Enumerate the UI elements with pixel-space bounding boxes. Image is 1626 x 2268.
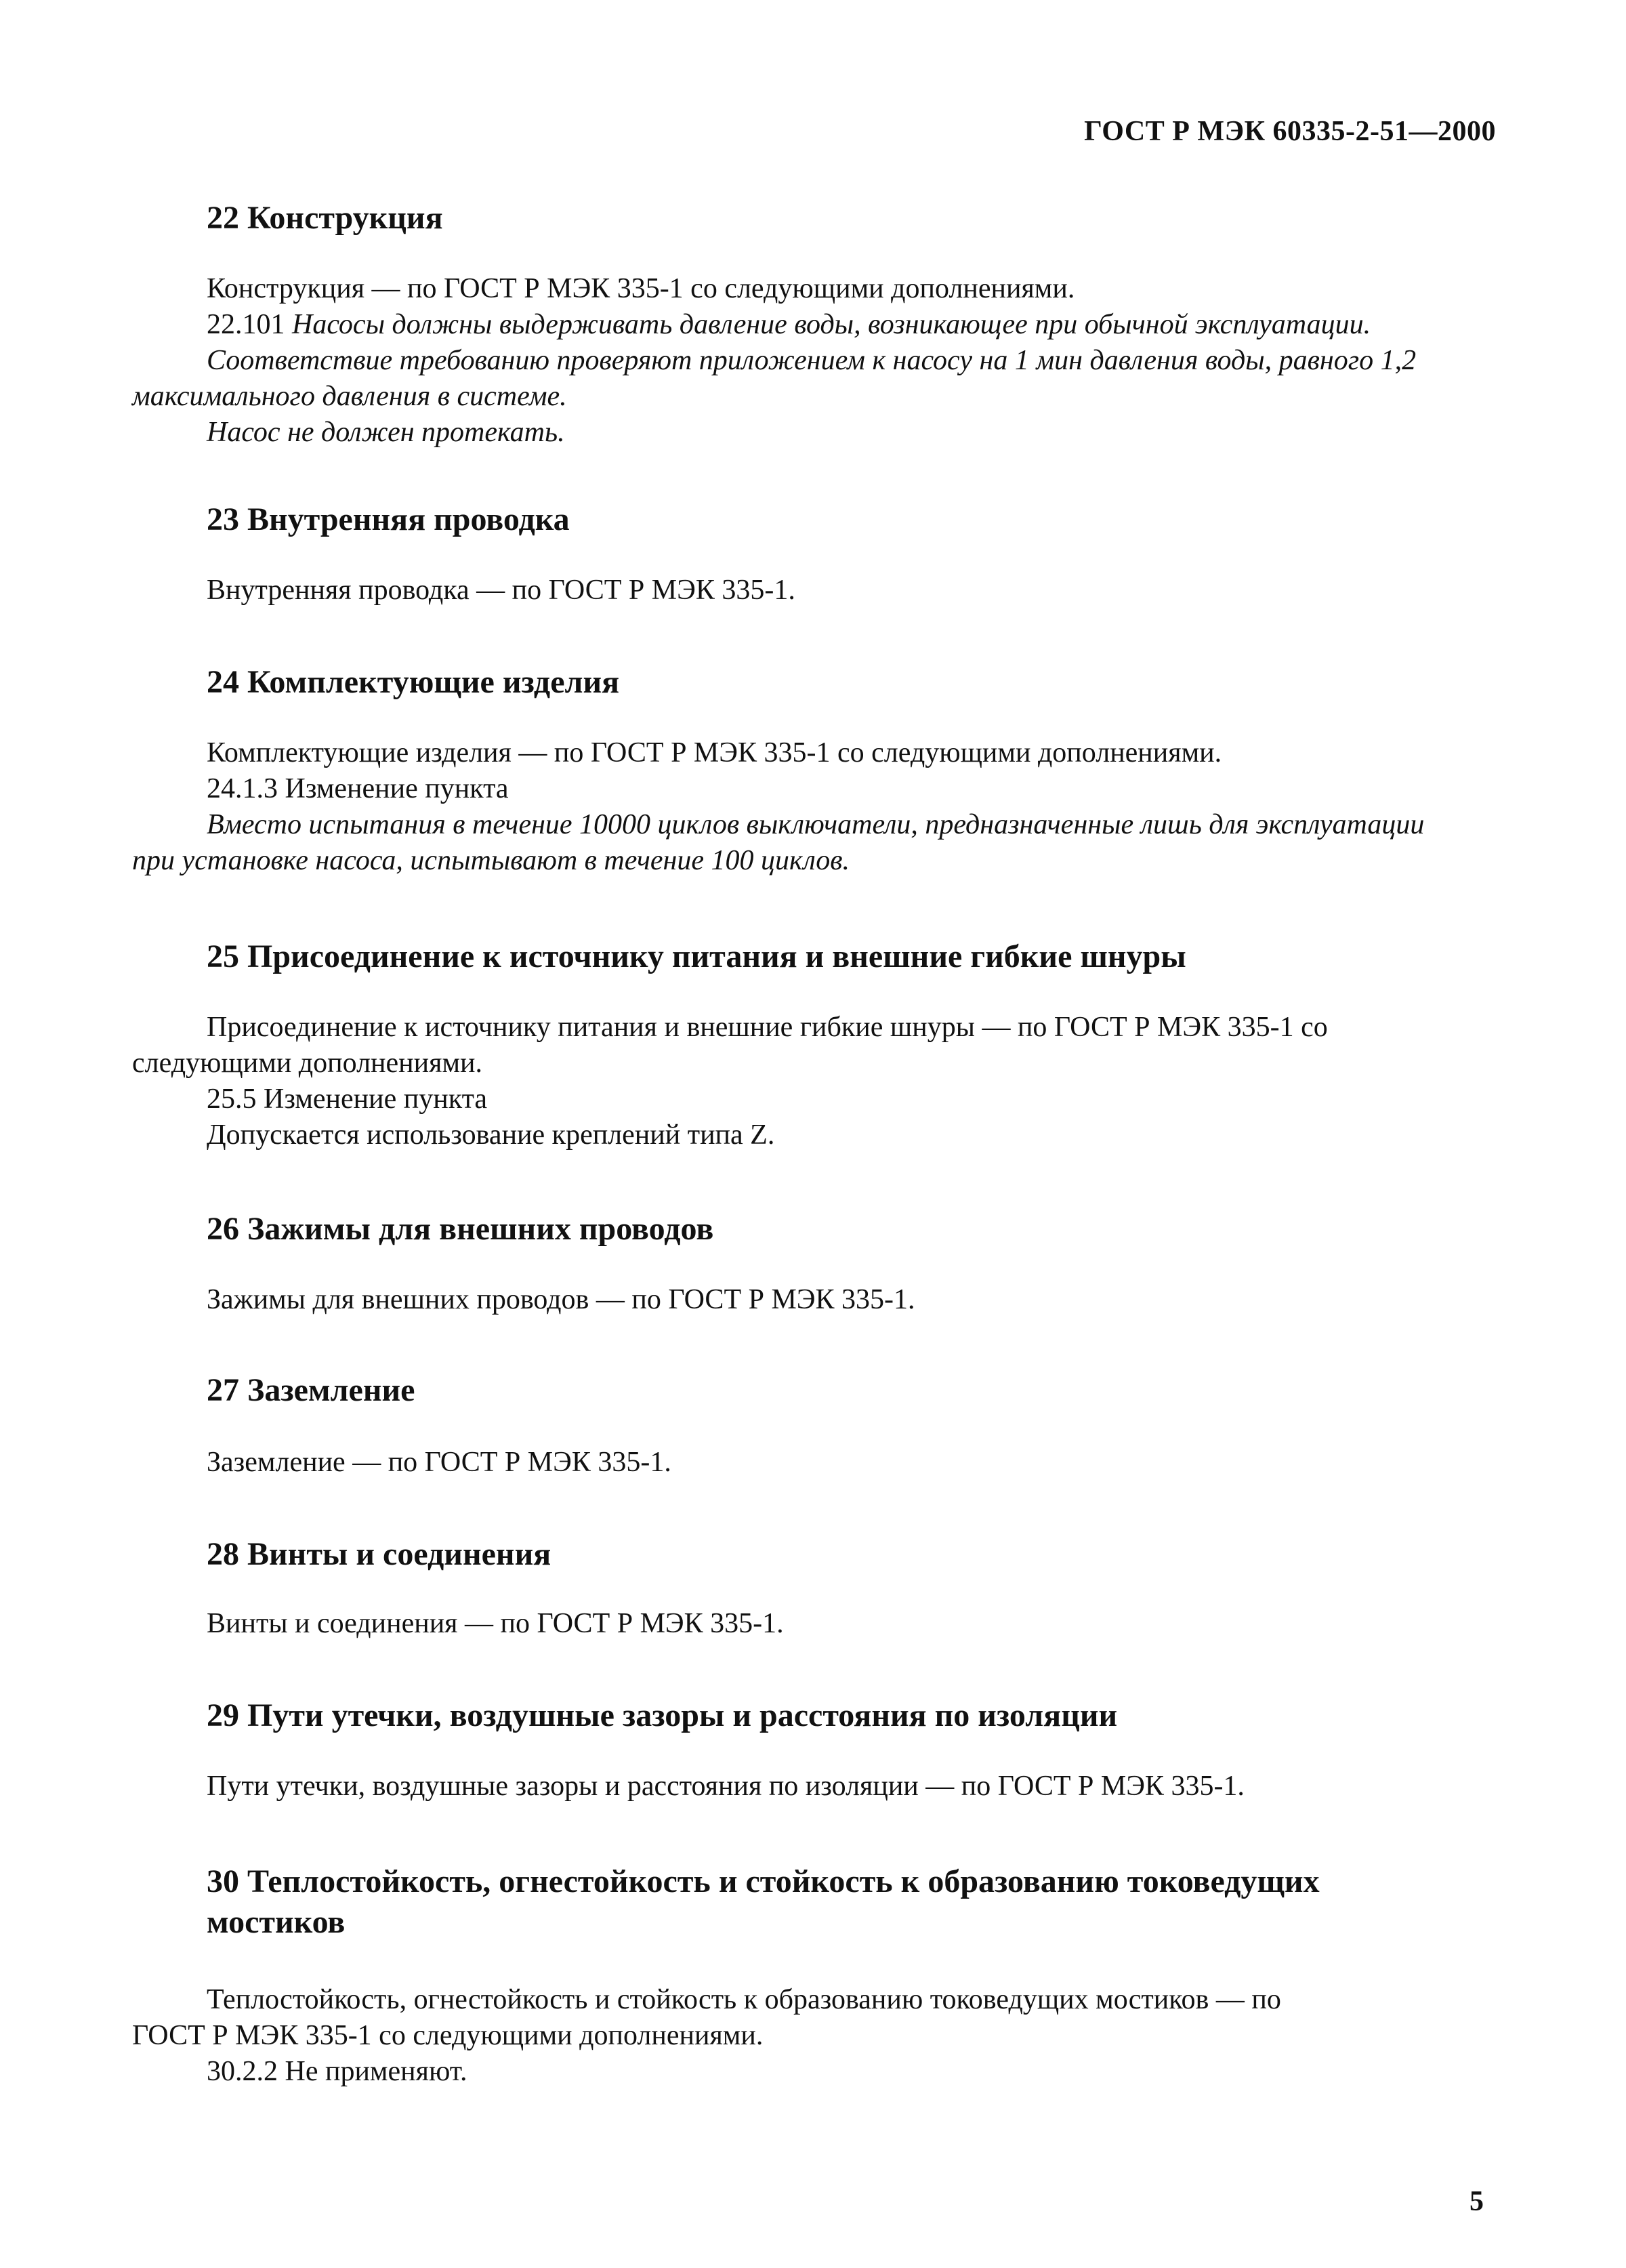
clause-25-5: 25.5 Изменение пункта [207, 1084, 488, 1115]
clause-24-1-3-text-cont: при установке насоса, испытывают в течение 100 циклов. [132, 845, 850, 876]
section-29-text: Пути утечки, воздушные зазоры и расстояния по изоляции — по ГОСТ Р МЭК 335-1. [207, 1771, 1245, 1802]
section-30-intro: Теплостойкость, огнестойкость и стойкость к образованию токоведущих мостиков — по [207, 1984, 1281, 2015]
section-22-intro: Конструкция — по ГОСТ Р МЭК 335-1 со следующими дополнениями. [207, 273, 1075, 304]
section-30-title: 30 Теплостойкость, огнестойкость и стойкость к образованию токоведущих [207, 1863, 1320, 1899]
section-23-text: Внутренняя проводка — по ГОСТ Р МЭК 335-1. [207, 575, 795, 606]
compliance-text: Соответствие требованию проверяют приложением к насосу на 1 мин давления воды, равного 1,2 [207, 345, 1417, 376]
section-26-text: Зажимы для внешних проводов — по ГОСТ Р МЭК 335-1. [207, 1284, 915, 1315]
compliance-text-cont: максимального давления в системе. [132, 381, 567, 412]
clause-24-1-3-text: Вместо испытания в течение 10000 циклов выключатели, предназначенные лишь для эксплуатации [207, 809, 1425, 840]
section-23-title: 23 Внутренняя проводка [207, 501, 570, 537]
page-number: 5 [1469, 2186, 1484, 2217]
clause-24-1-3: 24.1.3 Изменение пункта [207, 773, 509, 804]
section-28-title: 28 Винты и соединения [207, 1536, 551, 1572]
section-25-intro: Присоединение к источнику питания и внешние гибкие шнуры — по ГОСТ Р МЭК 335-1 со [207, 1012, 1328, 1043]
section-30-title-cont: мостиков [207, 1904, 346, 1940]
section-30-intro-cont: ГОСТ Р МЭК 335-1 со следующими дополнениями. [132, 2020, 764, 2051]
section-24-intro: Комплектующие изделия — по ГОСТ Р МЭК 335-1 со следующими дополнениями. [207, 737, 1222, 768]
clause-30-2-2: 30.2.2 Не применяют. [207, 2056, 467, 2087]
section-27-title: 27 Заземление [207, 1372, 415, 1408]
section-28-text: Винты и соединения — по ГОСТ Р МЭК 335-1. [207, 1608, 784, 1639]
clause-number: 22.101 [207, 309, 285, 340]
section-27-text: Заземление — по ГОСТ Р МЭК 335-1. [207, 1447, 671, 1478]
section-29-title: 29 Пути утечки, воздушные зазоры и расстояния по изоляции [207, 1697, 1118, 1733]
section-22-title: 22 Конструкция [207, 200, 443, 236]
clause-text: Насосы должны выдерживать давление воды, возникающее при обычной эксплуатации. [292, 309, 1371, 340]
clause-25-5-text: Допускается использование креплений типа Z. [207, 1119, 775, 1151]
section-25-title: 25 Присоединение к источнику питания и внешние гибкие шнуры [207, 939, 1186, 974]
section-26-title: 26 Зажимы для внешних проводов [207, 1211, 714, 1247]
document-code-header: ГОСТ Р МЭК 60335-2-51—2000 [1084, 116, 1496, 147]
leak-requirement: Насос не должен протекать. [207, 417, 565, 448]
section-24-title: 24 Комплектующие изделия [207, 664, 620, 700]
clause-22-101 [207, 307, 1371, 343]
section-25-intro-cont: следующими дополнениями. [132, 1048, 483, 1079]
